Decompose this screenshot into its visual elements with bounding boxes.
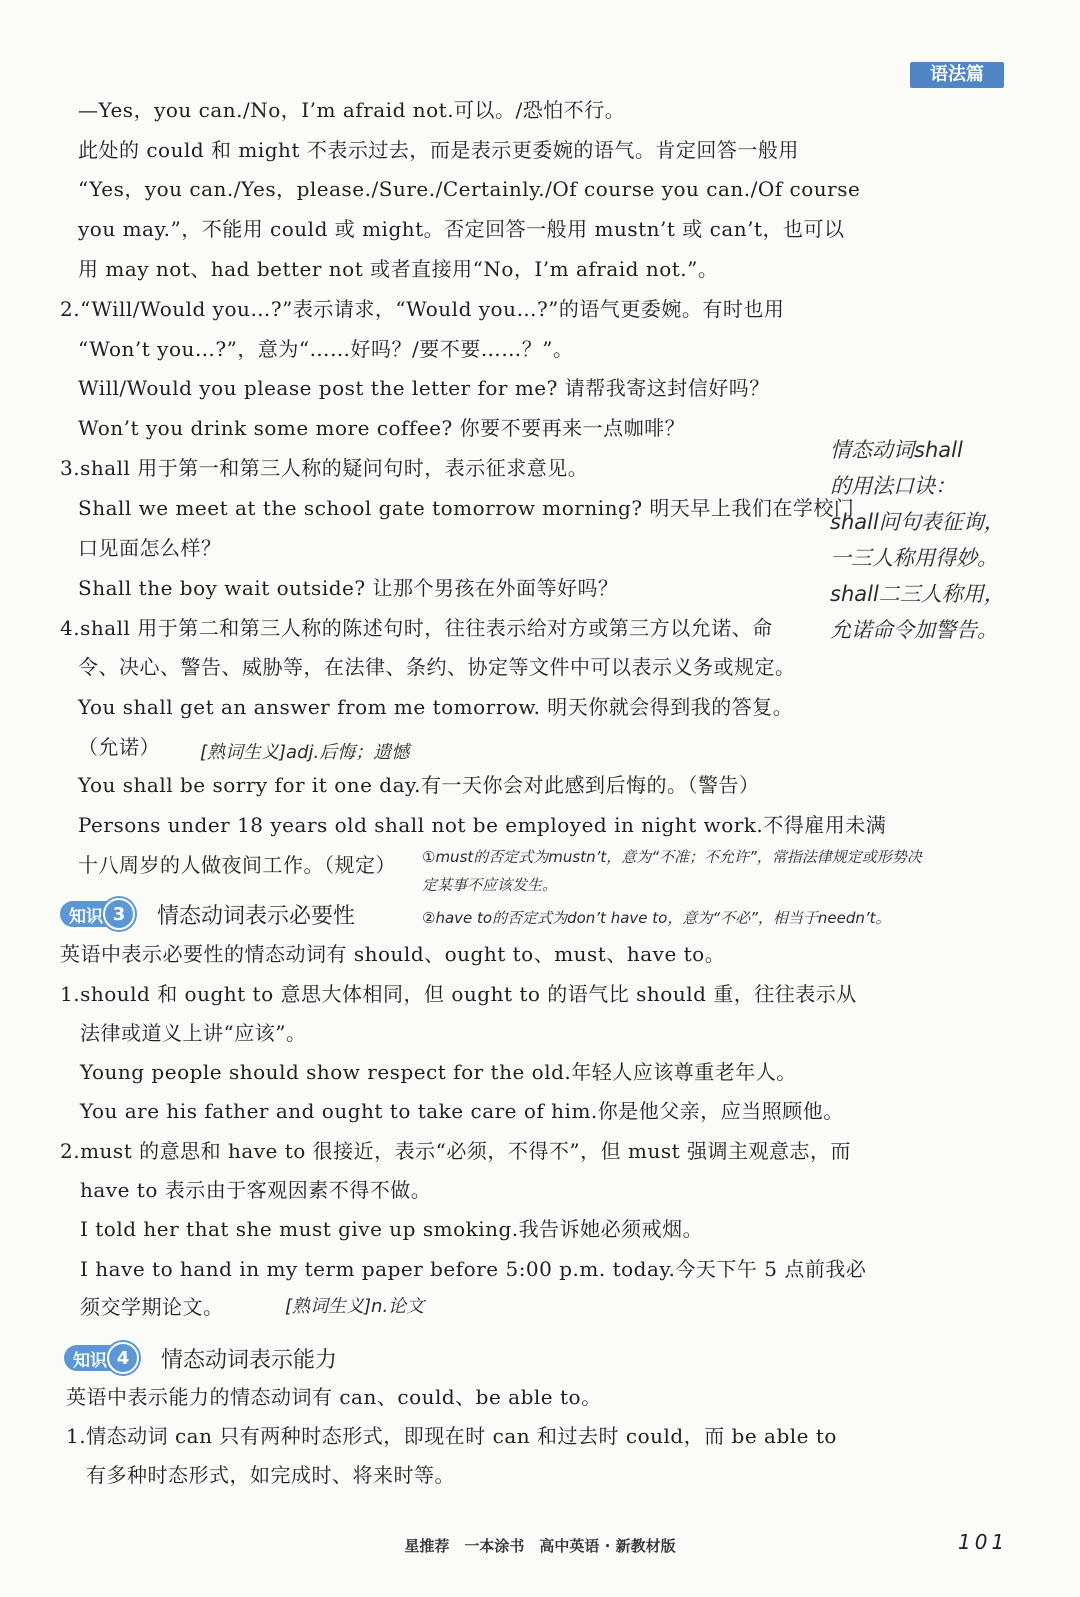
knowledge-pill: 知识 [60,901,107,927]
margin-note-line: 的用法口诀： [830,474,956,498]
margin-note-line: 情态动词shall [830,438,963,462]
body-line: 英语中表示必要性的情态动词有 should、ought to、must、have to。 [60,942,726,966]
example-line: 口见面怎么样？ [78,536,222,560]
handwritten-have-to-note: ②have to的否定式为don’t have to，意为“不必”，相当于needn’t。 [422,909,891,927]
example-line: 须交学期论文。 [80,1295,224,1319]
body-line: 2.“Will/Would you…?”表示请求，“Would you…?”的语气更委婉。有时也用 [60,297,785,321]
section-tag: 语法篇 [910,62,1004,88]
example-line: Shall we meet at the school gate tomorrow morning? 明天早上我们在学校门 [78,496,855,520]
example-line: I told her that she must give up smoking.我告诉她必须戒烟。 [80,1217,704,1241]
footer-publisher: 星推荐 一本涂书 高中英语 · 新教材版 [404,1537,676,1555]
example-line: Shall the boy wait outside? 让那个男孩在外面等好吗？ [78,576,619,600]
example-line: I have to hand in my term paper before 5:00 p.m. today.今天下午 5 点前我必 [80,1257,867,1281]
body-line: 令、决心、警告、威胁等，在法律、条约、协定等文件中可以表示义务或规定。 [78,655,796,679]
handwritten-margin-note [830,432,1005,648]
knowledge-heading-4 [64,1342,337,1374]
knowledge-title: 情态动词表示必要性 [157,903,356,929]
example-line: Persons under 18 years old shall not be employed in night work.不得雇用未满 [78,813,887,837]
example-line: 十八周岁的人做夜间工作。（规定） [78,853,396,877]
body-line: “Yes，you can./Yes，please./Sure./Certainly./Of course you can./Of course [78,177,861,201]
handwritten-paper-note: [熟词生义]n.论文 [285,1296,425,1317]
example-line: You shall be sorry for it one day.有一天你会对此感到后悔的。（警告） [78,773,760,797]
knowledge-number: 3 [103,898,135,930]
handwritten-sorry-note: [熟词生义]adj.后悔；遗憾 [200,742,410,763]
body-line: 英语中表示能力的情态动词有 can、could、be able to。 [66,1385,602,1409]
margin-note-line: 一三人称用得妙。 [830,546,998,570]
body-line: 有多种时态形式，如完成时、将来时等。 [86,1463,455,1487]
margin-note-line: shall问句表征询， [830,510,1005,534]
example-line: Young people should show respect for the old.年轻人应该尊重老年人。 [80,1060,797,1084]
example-line: Will/Would you please post the letter for me? 请帮我寄这封信好吗？ [78,376,770,400]
example-line: （允诺） [78,735,160,759]
body-line: 1.should 和 ought to 意思大体相同，但 ought to 的语气比 should 重，往往表示从 [60,982,857,1006]
margin-note-line: shall二三人称用， [830,582,1005,606]
body-line: 法律或道义上讲“应该”。 [80,1021,307,1045]
handwritten-must-note: ①must的否定式为mustn’t，意为“不准；不允许”，常指法律规定或形势决 [422,848,922,866]
example-line: Won’t you drink some more coffee? 你要不要再来一点咖啡？ [78,416,686,440]
body-line: you may.”，不能用 could 或 might。否定回答一般用 mustn’t 或 can’t，也可以 [78,217,845,241]
knowledge-title: 情态动词表示能力 [161,1347,338,1373]
body-line: —Yes，you can./No，I’m afraid not.可以。/恐怕不行。 [78,98,626,122]
handwritten-must-note: 定某事不应该发生。 [422,876,558,894]
body-line: 此处的 could 和 might 不表示过去，而是表示更委婉的语气。肯定回答一般用 [78,138,799,162]
knowledge-heading-3 [60,898,355,930]
example-line: You shall get an answer from me tomorrow. 明天你就会得到我的答复。 [78,695,794,719]
body-line: 2.must 的意思和 have to 很接近，表示“必须，不得不”，但 must 强调主观意志，而 [60,1139,851,1163]
knowledge-pill: 知识 [64,1345,111,1371]
body-line: 4.shall 用于第二和第三人称的陈述句时，往往表示给对方或第三方以允诺、命 [60,616,773,640]
margin-note-line: 允诺命令加警告。 [830,618,998,642]
knowledge-number: 4 [107,1342,139,1374]
body-line: 3.shall 用于第一和第三人称的疑问句时，表示征求意见。 [60,456,589,480]
page-number: 101 [958,1530,1009,1554]
body-line: have to 表示由于客观因素不得不做。 [80,1178,432,1202]
body-line: 1.情态动词 can 只有两种时态形式，即现在时 can 和过去时 could，而 be able to [66,1424,837,1448]
body-line: “Won’t you…?”，意为“……好吗？/要不要……？”。 [78,337,574,361]
example-line: You are his father and ought to take care of him.你是他父亲，应当照顾他。 [80,1099,844,1123]
body-line: 用 may not、had better not 或者直接用“No，I’m afraid not.”。 [78,257,719,281]
